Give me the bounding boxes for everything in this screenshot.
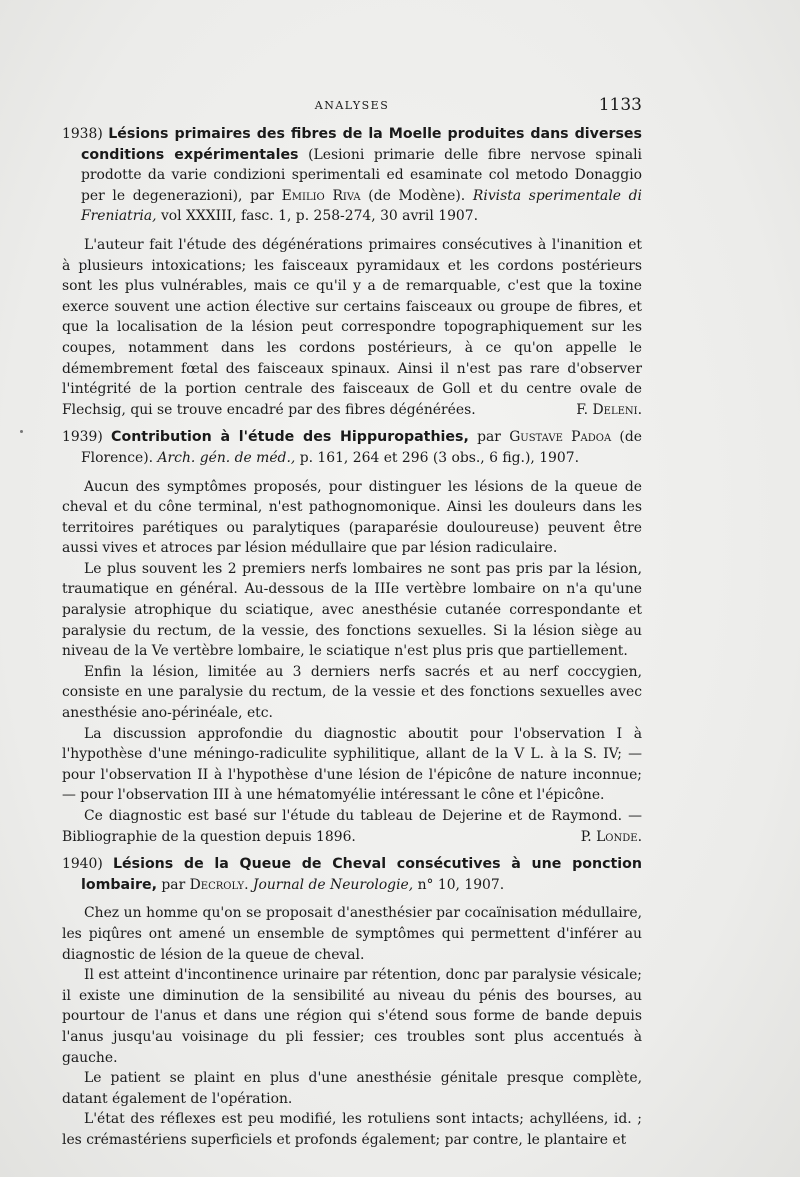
entry-number: 1940) <box>62 856 103 873</box>
entry-title: Contribution à l'étude des Hippuropathies, <box>111 429 469 446</box>
entry-reference: par <box>468 429 510 446</box>
entry-reference: par <box>157 876 190 893</box>
entry-paragraph: Le plus souvent les 2 premiers nerfs lombaires ne sont pas pris par la lésion, traumatique en général. Au-dessous de la IIIe vertèbre lombaire on n'a qu'une paralysie atrophique du sciatique, avec anesthésie cutanée correspondante et paralysie du rectum, de la vessie, des fonctions sexuelles. Si la lésion siège au niveau de la Ve vertèbre lombaire, le sciatique n'est plus pris que partiellement. <box>62 560 642 660</box>
entry-author: Gustave Padoa <box>509 429 612 446</box>
entry-number: 1938) <box>62 126 103 142</box>
entry-signature: P. Londe. <box>580 828 642 845</box>
entry-heading <box>62 427 642 468</box>
entry-paragraph: L'état des réflexes est peu modifié, les rotuliens sont intacts; achylléens, id. ; les crémastériens superficiels et profonds également; par contre, le plantaire et <box>62 1111 642 1148</box>
entry-signature: F. Deleni. <box>576 401 642 418</box>
entry-reference: vol XXXIII, fasc. 1, p. 258-274, 30 avril 1907. <box>156 208 479 225</box>
entry-paragraph <box>62 235 642 420</box>
page-header <box>62 95 642 115</box>
entry-title: Lésions primaires des fibres de la Moelle produites dans diverses conditions expérimentales <box>81 126 642 163</box>
entry-title: Lésions de la Queue de Cheval consécutives à une ponction lombaire, <box>81 856 642 893</box>
entry-paragraph: Le patient se plaint en plus d'une anesthésie génitale presque complète, datant également de l'opération. <box>62 1070 642 1107</box>
entry-journal: Rivista sperimentale di Freniatria, <box>81 187 642 225</box>
entry-author: Decroly <box>189 876 245 893</box>
entry-paragraph: Chez un homme qu'on se proposait d'anesthésier par cocaïnisation médullaire, les piqûres ont amené un ensemble de symptômes qui permettent d'inférer au diagnostic de lésion de la queue de cheval. <box>62 905 642 963</box>
entry-heading <box>62 854 642 895</box>
entry-journal: Journal de Neurologie, <box>252 876 414 893</box>
entry-reference: n° 10, 1907. <box>413 876 505 893</box>
entry-paragraph: Il est atteint d'incontinence urinaire par rétention, donc par paralysie vésicale; il existe une diminution de la sensibilité au niveau du pénis des bourses, au pourtour de l'anus et dans une région qui s'étend sous forme de bande depuis l'anus jusqu'au voisinage du pli fessier; ces troubles sont plus accentués à gauche. <box>62 967 642 1066</box>
entry-reference: p. 161, 264 et 296 (3 obs., 6 fig.), 1907. <box>295 449 579 466</box>
entry-number: 1939) <box>62 429 103 446</box>
running-title: ANALYSES <box>314 99 390 112</box>
paragraph-text: L'auteur fait l'étude des dégénérations primaires consécutives à l'inanition et à plusieurs intoxications; les faisceaux pyramidaux et les cordons postérieurs sont les plus vulnérables, mais ce qu'il y a de remarquable, c'est que la toxine exerce souvent une action élective sur certains faisceaux ou groupe de fibres, et que la localisation de la lésion peut correspondre topographiquement sur les coupes, notamment dans les cordons postérieurs, à ce qu'on appelle le démembrement fœtal des faisceaux spinaux. Ainsi il n'est pas rare d'observer l'intégrité de la portion centrale des faisceaux de Goll et du centre ovale de Flechsig, qui se trouve encadré par des fibres dégénérées. <box>62 236 642 418</box>
entry-journal: Arch. gén. de méd., <box>157 449 296 466</box>
entry-heading <box>62 124 642 227</box>
entry-paragraph: Enfin la lésion, limitée au 3 derniers nerfs sacrés et au nerf coccygien, consiste en une paralysie du rectum, de la vessie et des fonctions sexuelles avec anesthésie ano-périnéale, etc. <box>62 663 642 722</box>
article-text <box>62 124 642 1151</box>
entry-reference: (de Modène). <box>360 187 473 204</box>
entry-paragraph: La discussion approfondie du diagnostic aboutit pour l'observation I à l'hypothèse d'une méningo-radiculite syphilitique, allant de la V L. à la S. IV; — pour l'observation II à l'hypothèse d'une lésion de l'épicône de nature inconnue; — pour l'observation III à une hématomyélie intéressant le cône et l'épicône. <box>62 725 642 804</box>
entry-author: Emilio Riva <box>281 187 361 204</box>
paragraph-text: Ce diagnostic est basé sur l'étude du tableau de Dejerine et de Raymond. — Bibliographie de la question depuis 1896. <box>62 808 642 845</box>
page-number: 1133 <box>598 95 642 115</box>
entry-reference: (Lesioni primarie delle fibre nervose spinali prodotte da varie condizioni sperimentali ed esaminate col metodo Donaggio per le degenerazioni), par <box>81 146 642 204</box>
entry-paragraph <box>62 806 642 847</box>
entry-reference: . <box>244 876 253 893</box>
margin-speck <box>20 430 23 433</box>
entry-paragraph: Aucun des symptômes proposés, pour distinguer les lésions de la queue de cheval et du cône terminal, n'est pathognomonique. Ainsi les douleurs dans les territoires parétiques ou paralytiques (paraparésie douloureuse) peuvent être aussi vives et atroces par lésion médullaire que par lésion radiculaire. <box>62 478 642 557</box>
entry-reference: (de Florence). <box>81 429 642 466</box>
